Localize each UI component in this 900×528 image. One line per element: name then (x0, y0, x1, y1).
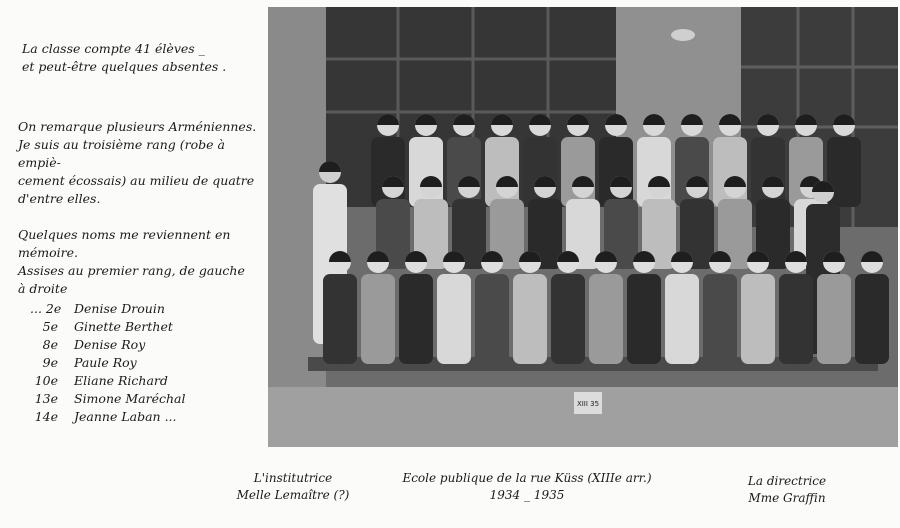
class-photo (268, 7, 898, 447)
name-row (30, 336, 230, 354)
note-intro-line-1: La classe compte 41 élèves _ (22, 41, 205, 56)
note-names-line-1: Quelques noms me reviennent en (18, 227, 231, 242)
name-rank: 10e (34, 373, 58, 388)
name-text: Eliane Richard (74, 373, 168, 388)
name-text: Ginette Berthet (74, 319, 173, 334)
name-row (30, 390, 230, 408)
photo-lamp (671, 29, 695, 41)
name-text: Simone Maréchal (74, 391, 186, 406)
note-armenians-line-2: Je suis au troisième rang (robe à empiè- (18, 137, 225, 170)
name-rank: 13e (34, 391, 58, 406)
caption-teacher-name: Melle Lemaître (?) (236, 488, 350, 502)
name-text: Paule Roy (74, 355, 137, 370)
caption-school (392, 470, 662, 504)
caption-director (722, 473, 852, 507)
caption-director-title: La directrice (747, 474, 827, 488)
note-armenians-line-1: On remarque plusieurs Arméniennes. (18, 119, 257, 134)
note-armenians (18, 118, 258, 208)
note-names-intro (18, 226, 258, 298)
name-row (30, 318, 230, 336)
photo-class-sign-text: XIII 35 (576, 400, 600, 408)
caption-school-line-1: Ecole publique de la rue Küss (XIIIe arr.) (402, 471, 652, 485)
class-photo-drawing (268, 7, 898, 447)
name-rank: 9e (42, 355, 58, 370)
name-text: Jeanne Laban ... (74, 409, 177, 424)
caption-school-line-2: 1934 _ 1935 (489, 488, 565, 502)
name-rank: ... 2e (30, 301, 62, 316)
name-row (30, 300, 230, 318)
note-names-line-3: Assises au premier rang, de gauche (18, 263, 245, 278)
note-intro-line-2: et peut-être quelques absentes . (22, 59, 227, 74)
name-text: Denise Drouin (74, 301, 165, 316)
name-rank: 8e (42, 337, 58, 352)
note-armenians-line-4: d'entre elles. (18, 191, 101, 206)
caption-teacher (218, 470, 368, 504)
name-rank: 14e (34, 409, 58, 424)
caption-director-name: Mme Graffin (748, 491, 826, 505)
note-class-count (22, 40, 252, 76)
names-list (30, 300, 230, 426)
note-names-line-2: mémoire. (18, 245, 78, 260)
name-row (30, 354, 230, 372)
caption-teacher-title: L'institutrice (253, 471, 333, 485)
name-text: Denise Roy (74, 337, 146, 352)
name-row (30, 408, 230, 426)
name-rank: 5e (42, 319, 58, 334)
note-names-line-4: à droite (18, 281, 68, 296)
name-row (30, 372, 230, 390)
note-armenians-line-3: cement écossais) au milieu de quatre (18, 173, 255, 188)
